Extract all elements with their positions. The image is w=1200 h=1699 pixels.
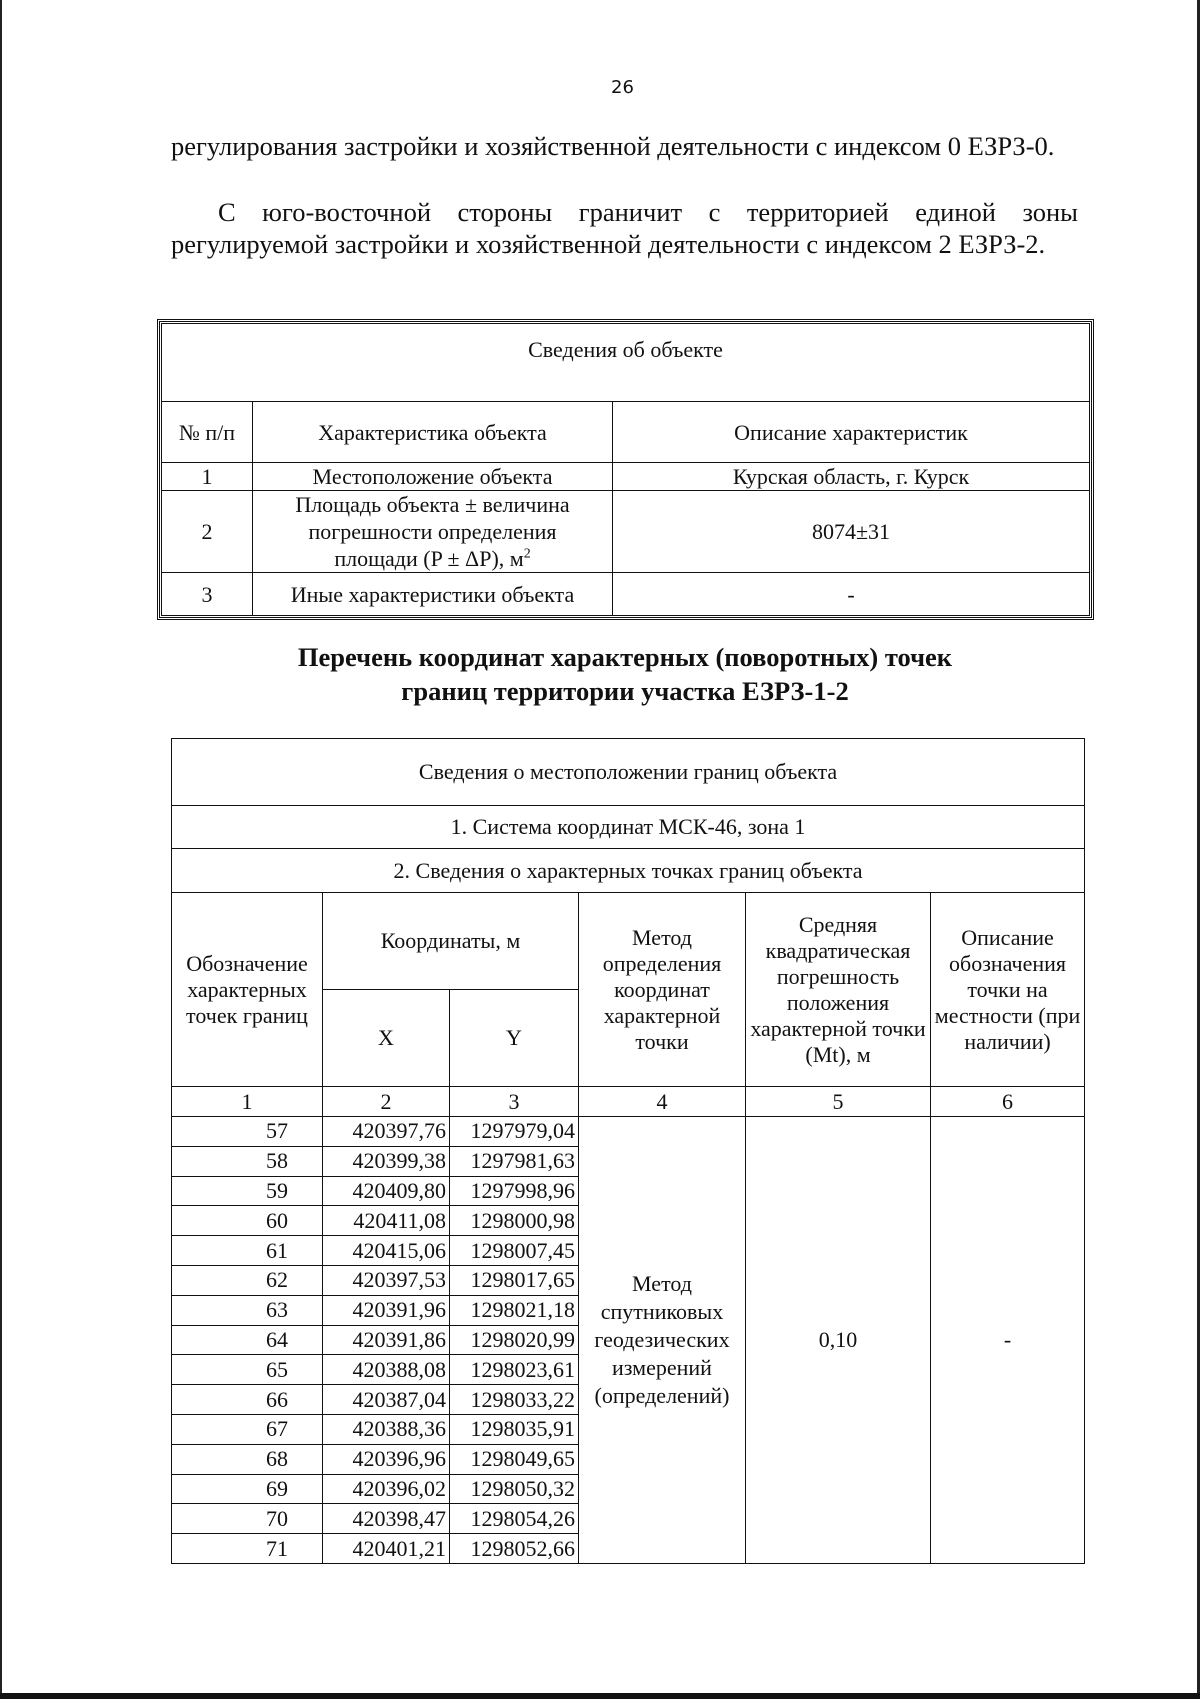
paragraph-south-east-border: С юго-восточной стороны граничит с территорией единой зоны регулируемой застройки и хозяйственной деятельности с индексом 2 ЕЗРЗ-2. bbox=[171, 197, 1078, 259]
point-x: 420387,04 bbox=[323, 1385, 450, 1415]
column-number: 2 bbox=[323, 1087, 450, 1117]
point-x: 420396,96 bbox=[323, 1444, 450, 1474]
point-x: 420388,36 bbox=[323, 1414, 450, 1444]
point-id: 70 bbox=[172, 1504, 323, 1534]
row-number: 1 bbox=[162, 463, 253, 491]
point-id: 63 bbox=[172, 1295, 323, 1325]
col-header-description: Описание характеристик bbox=[613, 402, 1090, 463]
point-id: 66 bbox=[172, 1385, 323, 1415]
point-x: 420397,53 bbox=[323, 1265, 450, 1295]
point-id: 59 bbox=[172, 1176, 323, 1206]
table-row bbox=[172, 1117, 1085, 1147]
point-id: 71 bbox=[172, 1534, 323, 1564]
point-y: 1297998,96 bbox=[450, 1176, 579, 1206]
point-id: 57 bbox=[172, 1117, 323, 1147]
point-id: 62 bbox=[172, 1265, 323, 1295]
point-id: 60 bbox=[172, 1206, 323, 1236]
point-y: 1297981,63 bbox=[450, 1146, 579, 1176]
row-characteristic: Местоположение объекта bbox=[253, 463, 613, 491]
point-y: 1298035,91 bbox=[450, 1414, 579, 1444]
column-number: 4 bbox=[579, 1087, 746, 1117]
point-x: 420409,80 bbox=[323, 1176, 450, 1206]
page-number: 26 bbox=[611, 77, 634, 98]
point-description-cell: - bbox=[931, 1117, 1085, 1564]
point-y: 1298033,22 bbox=[450, 1385, 579, 1415]
point-x: 420391,96 bbox=[323, 1295, 450, 1325]
point-y: 1298049,65 bbox=[450, 1444, 579, 1474]
col-header-characteristic: Характеристика объекта bbox=[253, 402, 613, 463]
column-number: 5 bbox=[746, 1087, 931, 1117]
coordinates-heading bbox=[170, 640, 1080, 708]
scan-edge-left bbox=[0, 0, 2, 1699]
point-y: 1298052,66 bbox=[450, 1534, 579, 1564]
coords-caption-location: Сведения о местоположении границ объекта bbox=[172, 739, 1085, 806]
point-x: 420401,21 bbox=[323, 1534, 450, 1564]
point-y: 1298000,98 bbox=[450, 1206, 579, 1236]
point-x: 420411,08 bbox=[323, 1206, 450, 1236]
coords-header-row bbox=[172, 893, 1085, 990]
coords-caption-points: 2. Сведения о характерных точках границ объекта bbox=[172, 849, 1085, 893]
area-label-line2: погрешности определения bbox=[308, 519, 557, 544]
column-number: 3 bbox=[450, 1087, 579, 1117]
table-row bbox=[162, 573, 1090, 616]
col-header-y: Y bbox=[450, 990, 579, 1087]
column-number: 1 bbox=[172, 1087, 323, 1117]
row-number: 2 bbox=[162, 491, 253, 573]
paragraph-continuation: регулирования застройки и хозяйственной деятельности с индексом 0 ЕЗРЗ-0. bbox=[171, 131, 1055, 161]
col-header-coordinates: Координаты, м bbox=[323, 893, 579, 990]
point-id: 67 bbox=[172, 1414, 323, 1444]
col-header-point-description: Описание обозначения точки на местности (при наличии) bbox=[931, 893, 1085, 1087]
scan-edge-bottom bbox=[0, 1693, 1200, 1699]
point-x: 420391,86 bbox=[323, 1325, 450, 1355]
column-numbers-row bbox=[172, 1087, 1085, 1117]
point-id: 68 bbox=[172, 1444, 323, 1474]
point-id: 65 bbox=[172, 1355, 323, 1385]
point-y: 1298007,45 bbox=[450, 1236, 579, 1266]
area-label-line3: площади (P ± ΔP), м bbox=[334, 546, 524, 571]
point-id: 61 bbox=[172, 1236, 323, 1266]
table-row bbox=[162, 463, 1090, 491]
point-x: 420396,02 bbox=[323, 1474, 450, 1504]
row-value: - bbox=[613, 573, 1090, 616]
point-id: 64 bbox=[172, 1325, 323, 1355]
point-y: 1297979,04 bbox=[450, 1117, 579, 1147]
row-characteristic: Иные характеристики объекта bbox=[253, 573, 613, 616]
col-header-error: Средняя квадратическая погрешность положения характерной точки (Mt), м bbox=[746, 893, 931, 1087]
point-y: 1298050,32 bbox=[450, 1474, 579, 1504]
coords-caption-system: 1. Система координат МСК-46, зона 1 bbox=[172, 806, 1085, 849]
area-label-line1: Площадь объекта ± величина bbox=[295, 492, 570, 517]
object-info-table bbox=[161, 323, 1090, 616]
object-table-caption: Сведения об объекте bbox=[162, 324, 1090, 402]
point-x: 420388,08 bbox=[323, 1355, 450, 1385]
point-y: 1298023,61 bbox=[450, 1355, 579, 1385]
point-id: 69 bbox=[172, 1474, 323, 1504]
table-row bbox=[162, 491, 1090, 573]
col-header-designation: Обозначение характерных точек границ bbox=[172, 893, 323, 1087]
point-y: 1298020,99 bbox=[450, 1325, 579, 1355]
col-header-x: X bbox=[323, 990, 450, 1087]
point-y: 1298021,18 bbox=[450, 1295, 579, 1325]
point-y: 1298017,65 bbox=[450, 1265, 579, 1295]
column-number: 6 bbox=[931, 1087, 1085, 1117]
coordinates-table bbox=[171, 738, 1085, 1564]
row-number: 3 bbox=[162, 573, 253, 616]
point-x: 420397,76 bbox=[323, 1117, 450, 1147]
point-x: 420415,06 bbox=[323, 1236, 450, 1266]
object-table-header bbox=[162, 402, 1090, 463]
row-value: 8074±31 bbox=[613, 491, 1090, 573]
row-characteristic bbox=[253, 491, 613, 573]
heading-line2: границ территории участка ЕЗРЗ-1-2 bbox=[401, 676, 849, 706]
error-cell: 0,10 bbox=[746, 1117, 931, 1564]
point-x: 420398,47 bbox=[323, 1504, 450, 1534]
point-x: 420399,38 bbox=[323, 1146, 450, 1176]
col-header-method: Метод определения координат характерной точки bbox=[579, 893, 746, 1087]
area-unit-superscript: 2 bbox=[523, 546, 531, 562]
point-y: 1298054,26 bbox=[450, 1504, 579, 1534]
point-id: 58 bbox=[172, 1146, 323, 1176]
method-cell: Метод спутниковых геодезических измерений (определений) bbox=[579, 1117, 746, 1564]
heading-line1: Перечень координат характерных (поворотных) точек bbox=[297, 642, 953, 672]
row-value: Курская область, г. Курск bbox=[613, 463, 1090, 491]
col-header-number: № п/п bbox=[162, 402, 253, 463]
